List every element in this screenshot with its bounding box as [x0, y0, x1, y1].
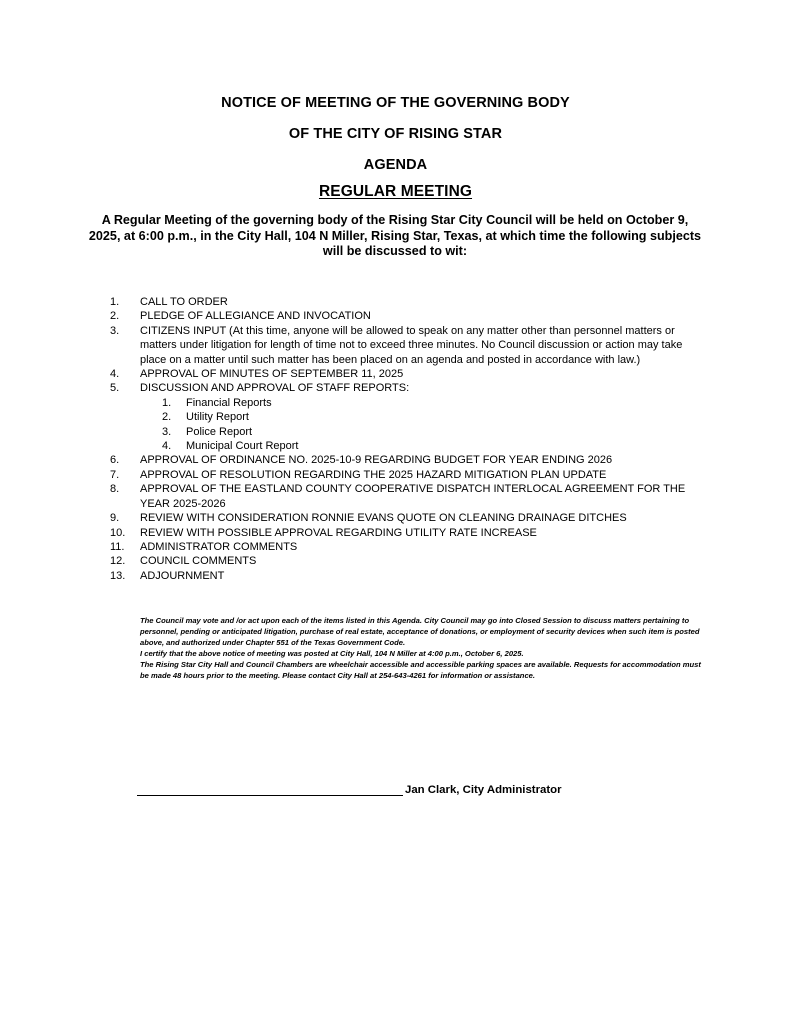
- agenda-item-text: COUNCIL COMMENTS: [140, 555, 257, 568]
- agenda-list: [110, 295, 710, 583]
- agenda-item-text: CITIZENS INPUT (At this time, anyone will be allowed to speak on any matter other than personnel matters or matters under litigation for length of time not to exceed three minutes. No Council discussion or action may take place on a matter until such matter has been placed on an agenda and posted in accordance with law.): [140, 324, 683, 366]
- staff-report-text: Police Report: [186, 425, 253, 438]
- agenda-item-number: 13.: [110, 569, 126, 582]
- agenda-item-text: PLEDGE OF ALLEGIANCE AND INVOCATION: [140, 310, 371, 323]
- agenda-item-text: DISCUSSION AND APPROVAL OF STAFF REPORTS:: [140, 382, 410, 395]
- agenda-item-text: APPROVAL OF THE EASTLAND COUNTY COOPERATIVE DISPATCH INTERLOCAL AGREEMENT FOR THE YEAR 2025-2026: [140, 483, 686, 510]
- agenda-title: AGENDA: [363, 157, 428, 173]
- agenda-item-number: 2.: [110, 310, 120, 323]
- staff-report-item: [110, 410, 710, 424]
- agenda-item: [110, 569, 710, 583]
- agenda-item: [110, 295, 710, 309]
- agenda-item: [110, 554, 710, 568]
- agenda-item-text: APPROVAL OF MINUTES OF SEPTEMBER 11, 2025: [140, 368, 404, 381]
- staff-report-item: [110, 425, 710, 439]
- agenda-item-number: 11.: [110, 540, 125, 553]
- agenda-item-text: REVIEW WITH POSSIBLE APPROVAL REGARDING UTILITY RATE INCREASE: [140, 526, 537, 539]
- agenda-item: [110, 540, 710, 554]
- staff-report-number: 4.: [162, 440, 172, 453]
- agenda-item-number: 10.: [110, 526, 126, 539]
- agenda-item-number: 12.: [110, 555, 126, 568]
- agenda-item: [110, 468, 710, 482]
- notice-title: NOTICE OF MEETING OF THE GOVERNING BODY: [221, 95, 570, 111]
- staff-report-text: Financial Reports: [186, 396, 272, 409]
- accessibility-note: The Rising Star City Hall and Council Chambers are wheelchair accessible and accessible parking spaces are available. Requests for accommodation must be made 48 hours prior to the meeting. Please contact City Hall at 254-643-4261 for information or assistance.: [140, 659, 701, 680]
- agenda-item-text: APPROVAL OF ORDINANCE NO. 2025-10-9 REGARDING BUDGET FOR YEAR ENDING 2026: [140, 454, 613, 467]
- signature-block: [137, 783, 562, 796]
- posting-certification: I certify that the above notice of meeting was posted at City Hall, 104 N Miller at 4:00 p.m., October 6, 2025.: [140, 648, 524, 658]
- staff-reports-sublist-wrapper: [110, 396, 710, 454]
- agenda-item-number: 5.: [110, 382, 120, 395]
- staff-reports-sublist: [110, 396, 710, 454]
- agenda-item-number: 8.: [110, 483, 120, 496]
- agenda-item-text: ADMINISTRATOR COMMENTS: [140, 540, 298, 553]
- agenda-item: [110, 453, 710, 467]
- signatory-name: Jan Clark, City Administrator: [405, 784, 562, 796]
- agenda-item: [110, 324, 710, 367]
- city-title: OF THE CITY OF RISING STAR: [288, 126, 503, 142]
- closed-session-note: The Council may vote and /or act upon each of the items listed in this Agenda. City Council may go into Closed Session to discuss matters pertaining to personnel, pending or anticipated litigation, purchase of real estate, acceptance of donations, or employment of security devices when such item is posted above, and authorized under Chapter 551 of the Texas Government Code.: [140, 616, 700, 647]
- meeting-type-title: REGULAR MEETING: [318, 183, 473, 200]
- agenda-item: [110, 511, 710, 525]
- agenda-item-text: CALL TO ORDER: [140, 296, 228, 308]
- agenda-item: [110, 309, 710, 323]
- agenda-item: [110, 482, 710, 511]
- staff-report-text: Municipal Court Report: [186, 440, 299, 453]
- meeting-intro: A Regular Meeting of the governing body of the Rising Star City Council will be held on October 9, 2025, at 6:00 p.m., in the City Hall, 104 N Miller, Rising Star, Texas, at which time the following subjects will be discussed to wit:: [88, 213, 702, 258]
- staff-report-number: 3.: [162, 425, 172, 438]
- agenda-item: [110, 367, 710, 381]
- agenda-item-number: 4.: [110, 368, 120, 381]
- agenda-item-number: 6.: [110, 454, 120, 467]
- agenda-item-number: 7.: [110, 468, 120, 481]
- staff-report-number: 2.: [162, 411, 172, 424]
- legal-notes: [140, 616, 705, 681]
- agenda-item-text: APPROVAL OF RESOLUTION REGARDING THE 2025 HAZARD MITIGATION PLAN UPDATE: [140, 468, 607, 481]
- staff-report-item: [110, 396, 710, 410]
- agenda-item: [110, 381, 710, 395]
- agenda-item-number: 9.: [110, 512, 120, 525]
- agenda-item-number: 3.: [110, 324, 120, 337]
- agenda-item-text: ADJOURNMENT: [140, 569, 225, 582]
- staff-report-number: 1.: [162, 396, 172, 409]
- staff-report-item: [110, 439, 710, 453]
- agenda-item-text: REVIEW WITH CONSIDERATION RONNIE EVANS QUOTE ON CLEANING DRAINAGE DITCHES: [140, 512, 627, 525]
- signature-line: [137, 783, 403, 796]
- staff-report-text: Utility Report: [186, 411, 249, 424]
- agenda-item: [110, 526, 710, 540]
- agenda-item-number: 1.: [110, 296, 120, 308]
